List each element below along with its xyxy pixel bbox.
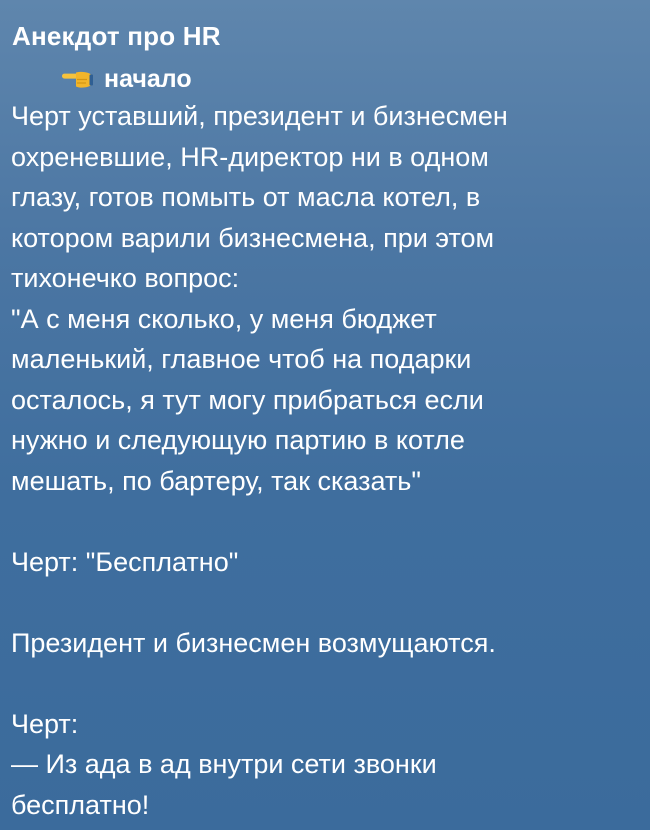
body-line: — Из ада в ад внутри сети звонки: [11, 749, 437, 779]
blank-line: [11, 501, 641, 542]
body-line: глазу, готов помыть от масла котел, в: [11, 182, 481, 212]
body-line: маленький, главное чтоб на подарки: [11, 344, 472, 374]
body-line: нужно и следующую партию в котле: [11, 425, 465, 455]
blank-line: [11, 582, 641, 623]
body-line: Черт уставший, президент и бизнесмен: [11, 101, 508, 131]
body-line: мешать, по бартеру, так сказать": [11, 465, 421, 496]
body-line: "А с меня сколько, у меня бюджет: [11, 303, 437, 334]
body-line: тихонечко вопрос:: [11, 263, 240, 293]
pointing-left-hand-icon: [60, 69, 94, 89]
post-body: [11, 96, 641, 825]
blank-line: [11, 663, 641, 704]
body-line: бесплатно!: [11, 789, 150, 820]
body-line: охреневшие, HR-директор ни в одном: [11, 141, 489, 172]
start-link-label: начало: [104, 64, 192, 93]
body-line: Черт: "Бесплатно": [11, 546, 239, 577]
body-line: котором варили бизнесмена, при этом: [11, 222, 495, 253]
body-line: осталось, я тут могу прибраться если: [11, 384, 484, 415]
body-line: Президент и бизнесмен возмущаются.: [11, 627, 496, 658]
post-title: Анекдот про HR: [12, 21, 221, 51]
body-line: Черт:: [11, 708, 79, 739]
start-link[interactable]: [60, 62, 192, 96]
